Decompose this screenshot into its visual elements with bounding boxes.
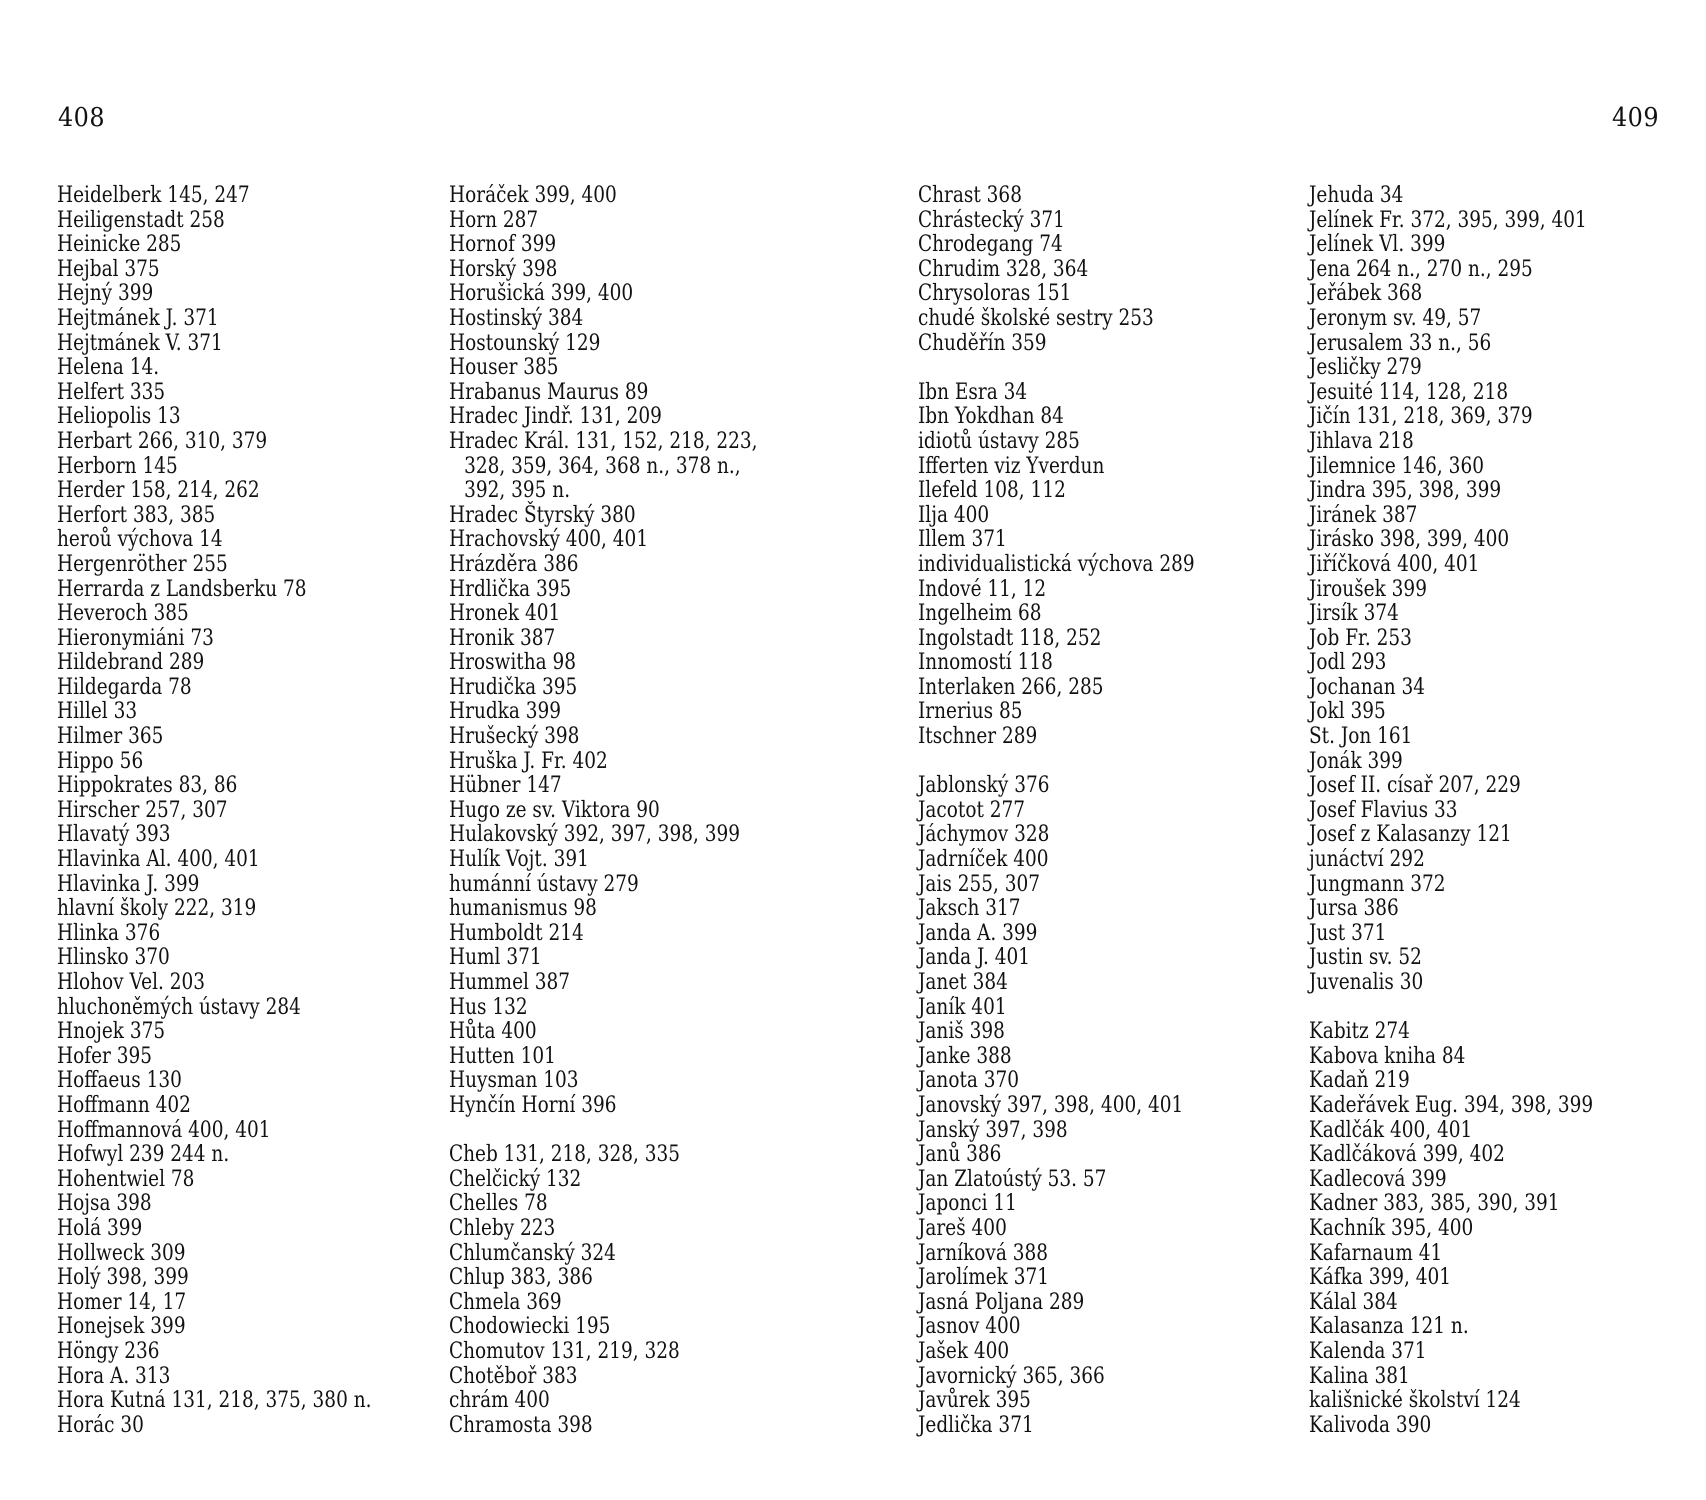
index-entry: Heveroch 385 — [57, 601, 189, 627]
index-entry: Josef Flavius 33 — [1309, 797, 1458, 823]
index-entry: Hofwyl 239 244 n. — [57, 1142, 230, 1168]
index-entry: Houser 385 — [449, 355, 559, 381]
index-entry: Jičín 131, 218, 369, 379 — [1309, 404, 1533, 430]
index-entry: Jaksch 317 — [918, 896, 1021, 922]
index-entry: Jeronym sv. 49, 57 — [1309, 305, 1482, 331]
index-entry: Chrástecký 371 — [918, 207, 1065, 233]
index-entry: Hostinský 384 — [449, 305, 584, 331]
index-entry: Holý 398, 399 — [57, 1265, 189, 1291]
index-entry: Hoffmannová 400, 401 — [57, 1117, 271, 1143]
index-entry: Jan Zlatoústý 53. 57 — [918, 1166, 1107, 1192]
index-entry: Ingolstadt 118, 252 — [918, 625, 1102, 651]
index-column-1 — [57, 184, 431, 1438]
index-entry: Jesličky 279 — [1309, 355, 1422, 381]
index-entry: Hippo 56 — [57, 748, 144, 774]
index-entry: Herder 158, 214, 262 — [57, 478, 260, 504]
index-entry: Jochanan 34 — [1309, 674, 1426, 700]
index-entry: Kadlčáková 399, 402 — [1309, 1142, 1505, 1168]
index-entry: Horác 30 — [57, 1412, 144, 1438]
index-entry: Jehuda 34 — [1309, 183, 1404, 208]
index-entry: Chrudim 328, 364 — [918, 256, 1089, 282]
index-entry: Illem 371 — [918, 527, 1007, 553]
index-entry: Javornický 365, 366 — [918, 1363, 1105, 1389]
group-spacer — [1309, 996, 1593, 1021]
index-entry: Hejtmánek J. 371 — [57, 305, 219, 331]
index-entry: Chotěboř 383 — [449, 1363, 578, 1389]
index-entry: Huml 371 — [449, 945, 542, 971]
index-entry: Hulakovský 392, 397, 398, 399 — [449, 822, 741, 848]
index-entry: Horáček 399, 400 — [449, 183, 617, 208]
index-entry: Jirsík 374 — [1309, 601, 1399, 627]
index-entry: Hradec Král. 131, 152, 218, 223, — [449, 428, 758, 454]
index-entry: Cheb 131, 218, 328, 335 — [449, 1142, 681, 1168]
index-entry: kališnické školství 124 — [1309, 1388, 1521, 1414]
index-entry: Hilmer 365 — [57, 724, 164, 750]
index-entry: Hroswitha 98 — [449, 650, 577, 676]
index-entry: Japonci 11 — [918, 1191, 1017, 1217]
index-entry: Chrodegang 74 — [918, 232, 1063, 258]
page-number-right: 409 — [1612, 103, 1660, 133]
index-entry: Kadner 383, 385, 390, 391 — [1309, 1191, 1560, 1217]
index-entry: St. Jon 161 — [1309, 724, 1413, 750]
index-entry: Jodl 293 — [1309, 650, 1387, 676]
index-entry: Herbart 266, 310, 379 — [57, 428, 268, 454]
index-entry: Homer 14, 17 — [57, 1289, 187, 1315]
index-entry: Indové 11, 12 — [918, 576, 1047, 602]
index-entry: Horn 287 — [449, 207, 539, 233]
index-entry: Chelčický 132 — [449, 1166, 582, 1192]
index-entry: Kadeřávek Eug. 394, 398, 399 — [1309, 1092, 1594, 1118]
index-entry: Heinicke 285 — [57, 232, 182, 258]
index-entry: Holá 399 — [57, 1215, 143, 1241]
index-entry: Hora Kutná 131, 218, 375, 380 n. — [57, 1388, 372, 1414]
index-entry: Justin sv. 52 — [1309, 945, 1422, 971]
index-entry: humanismus 98 — [449, 896, 597, 922]
index-entry: Jareš 400 — [918, 1215, 1007, 1241]
index-entry: Ingelheim 68 — [918, 601, 1042, 627]
index-entry: Jašek 400 — [918, 1338, 1010, 1364]
index-entry: Jablonský 376 — [918, 773, 1050, 799]
index-entry: Hrudička 395 — [449, 674, 578, 700]
index-entry: Hejbal 375 — [57, 256, 160, 282]
index-column-3 — [918, 184, 1247, 1438]
index-entry: Ibn Esra 34 — [918, 379, 1028, 405]
index-entry: Jihlava 218 — [1309, 428, 1414, 454]
index-entry: Helena 14. — [57, 355, 160, 381]
index-entry: Josef II. císař 207, 229 — [1309, 773, 1521, 799]
page-number-left: 408 — [58, 103, 106, 133]
index-entry: Jelínek Vl. 399 — [1309, 232, 1446, 258]
index-entry: Hnojek 375 — [57, 1019, 166, 1045]
index-entry: Hronek 401 — [449, 601, 561, 627]
index-entry: Horský 398 — [449, 256, 558, 282]
index-entry: Janiš 398 — [918, 1019, 1005, 1045]
index-entry: Hrázděra 386 — [449, 551, 579, 577]
index-entry: hluchoněmých ústavy 284 — [57, 994, 301, 1020]
index-entry: Hradec Štyrský 380 — [449, 502, 636, 528]
index-entry: Jasná Poljana 289 — [918, 1289, 1085, 1315]
index-entry: Hofer 395 — [57, 1043, 152, 1069]
index-entry: Kalina 381 — [1309, 1363, 1410, 1389]
index-entry: Hübner 147 — [449, 773, 562, 799]
index-entry: Kachník 395, 400 — [1309, 1215, 1474, 1241]
index-entry: Jeřábek 368 — [1309, 281, 1423, 307]
index-entry: Hradec Jindř. 131, 209 — [449, 404, 662, 430]
index-entry: Jindra 395, 398, 399 — [1309, 478, 1502, 504]
index-entry: humánní ústavy 279 — [449, 871, 639, 897]
index-entry: Hildegarda 78 — [57, 674, 192, 700]
index-entry: Hulík Vojt. 391 — [449, 847, 589, 873]
index-entry: Hejný 399 — [57, 281, 154, 307]
index-entry: Jena 264 n., 270 n., 295 — [1309, 256, 1533, 282]
index-entry: Káfka 399, 401 — [1309, 1265, 1452, 1291]
index-entry: Hůta 400 — [449, 1019, 537, 1045]
index-entry: Hildebrand 289 — [57, 650, 205, 676]
index-entry: Heliopolis 13 — [57, 404, 181, 430]
index-entry: Jasnov 400 — [918, 1314, 1021, 1340]
index-entry: Herborn 145 — [57, 453, 178, 479]
index-entry: Jirásko 398, 399, 400 — [1309, 527, 1510, 553]
index-entry: Jiroušek 399 — [1309, 576, 1427, 602]
index-entry: Jedlička 371 — [918, 1412, 1034, 1438]
index-entry: Hrudka 399 — [449, 699, 562, 725]
index-entry: Jursa 386 — [1309, 896, 1399, 922]
index-entry: Jelínek Fr. 372, 395, 399, 401 — [1309, 207, 1587, 233]
index-entry: Hoffaeus 130 — [57, 1068, 182, 1094]
index-entry: Chleby 223 — [449, 1215, 556, 1241]
index-entry: Hohentwiel 78 — [57, 1166, 195, 1192]
index-entry: 392, 395 n. — [464, 478, 571, 504]
index-entry: Hillel 33 — [57, 699, 138, 725]
index-entry: individualistická výchova 289 — [918, 551, 1195, 577]
index-entry: Kalenda 371 — [1309, 1338, 1427, 1364]
index-entry: Ifferten viz Yverdun — [918, 453, 1105, 479]
index-entry: Janet 384 — [918, 970, 1008, 995]
index-entry: Hejtmánek V. 371 — [57, 330, 223, 356]
index-entry: Huysman 103 — [449, 1068, 579, 1094]
index-entry: hlavní školy 222, 319 — [57, 896, 257, 922]
index-entry: Hergenröther 255 — [57, 551, 228, 577]
index-entry: Chomutov 131, 219, 328 — [449, 1338, 680, 1364]
index-entry: Kalasanza 121 n. — [1309, 1314, 1469, 1340]
index-entry: Jungmann 372 — [1309, 871, 1446, 897]
index-entry: chrám 400 — [449, 1388, 550, 1414]
index-entry: Heiligenstadt 258 — [57, 207, 225, 233]
index-entry: Hornof 399 — [449, 232, 557, 258]
index-entry: Janů 386 — [918, 1142, 1002, 1168]
index-entry: Chrysoloras 151 — [918, 281, 1072, 307]
index-entry: Innomostí 118 — [918, 650, 1053, 676]
index-entry: Jiránek 387 — [1309, 502, 1418, 528]
index-entry: junáctví 292 — [1309, 847, 1425, 873]
group-spacer — [449, 1119, 757, 1144]
index-entry: Ilefeld 108, 112 — [918, 478, 1066, 504]
index-entry: Jilemnice 146, 360 — [1309, 453, 1484, 479]
index-entry: Jadrníček 400 — [918, 847, 1049, 873]
index-entry: Hlavatý 393 — [57, 822, 171, 848]
index-entry: Juvenalis 30 — [1309, 970, 1424, 995]
index-entry: Kadlecová 399 — [1309, 1166, 1447, 1192]
index-entry: Kálal 384 — [1309, 1289, 1398, 1315]
index-entry: Chramosta 398 — [449, 1412, 593, 1438]
index-entry: Höngy 236 — [57, 1338, 160, 1364]
index-entry: Hrdlička 395 — [449, 576, 572, 602]
index-entry: Chodowiecki 195 — [449, 1314, 611, 1340]
index-entry: Horušická 399, 400 — [449, 281, 634, 307]
index-entry: Hojsa 398 — [57, 1191, 152, 1217]
index-entry: Chlumčanský 324 — [449, 1240, 616, 1266]
index-entry: Hlinka 376 — [57, 920, 161, 946]
index-entry: Hostounský 129 — [449, 330, 601, 356]
index-entry: Heidelberk 145, 247 — [57, 183, 250, 208]
index-entry: Josef z Kalasanzy 121 — [1309, 822, 1512, 848]
index-entry: Jarníková 388 — [918, 1240, 1049, 1266]
index-entry: Kabova kniha 84 — [1309, 1043, 1466, 1069]
index-entry: Hlavinka Al. 400, 401 — [57, 847, 260, 873]
index-entry: Just 371 — [1309, 920, 1387, 946]
index-entry: Hora A. 313 — [57, 1363, 171, 1389]
index-entry: Kafarnaum 41 — [1309, 1240, 1443, 1266]
index-entry: Jiříčková 400, 401 — [1309, 551, 1480, 577]
index-entry: Hummel 387 — [449, 970, 571, 995]
index-entry: Interlaken 266, 285 — [918, 674, 1104, 700]
index-entry: Job Fr. 253 — [1309, 625, 1412, 651]
index-entry: Jais 255, 307 — [918, 871, 1040, 897]
index-entry: Jonák 399 — [1309, 748, 1403, 774]
index-entry: Chmela 369 — [449, 1289, 562, 1315]
index-entry: Janke 388 — [918, 1043, 1012, 1069]
index-entry: Jarolímek 371 — [918, 1265, 1050, 1291]
index-entry: chudé školské sestry 253 — [918, 305, 1154, 331]
index-entry: Kabitz 274 — [1309, 1019, 1410, 1045]
index-entry: Ilja 400 — [918, 502, 990, 528]
index-entry: Hollweck 309 — [57, 1240, 186, 1266]
index-entry: Hynčín Horní 396 — [449, 1092, 617, 1118]
index-entry: Helfert 335 — [57, 379, 166, 405]
index-entry: Hlinsko 370 — [57, 945, 170, 971]
index-entry: Hieronymiáni 73 — [57, 625, 214, 651]
index-entry: Hrachovský 400, 401 — [449, 527, 649, 553]
index-entry: Herrarda z Landsberku 78 — [57, 576, 307, 602]
index-entry: Honejsek 399 — [57, 1314, 186, 1340]
index-entry: Hugo ze sv. Viktora 90 — [449, 797, 660, 823]
index-entry: Kalivoda 390 — [1309, 1412, 1432, 1438]
index-column-4 — [1309, 184, 1647, 1438]
index-entry: Janota 370 — [918, 1068, 1020, 1094]
index-entry: Jacotot 277 — [918, 797, 1026, 823]
index-entry: Janda J. 401 — [918, 945, 1031, 971]
index-entry: Herfort 383, 385 — [57, 502, 216, 528]
index-entry: Kadaň 219 — [1309, 1068, 1410, 1094]
index-entry: Hirscher 257, 307 — [57, 797, 228, 823]
index-entry: Hronik 387 — [449, 625, 556, 651]
index-entry: idiotů ústavy 285 — [918, 428, 1080, 454]
index-entry: Janda A. 399 — [918, 920, 1038, 946]
index-entry: Hrušecký 398 — [449, 724, 580, 750]
index-entry: Chlup 383, 386 — [449, 1265, 593, 1291]
index-entry: Janík 401 — [918, 994, 1007, 1020]
index-entry: Itschner 289 — [918, 724, 1038, 750]
index-entry: Chuděřín 359 — [918, 330, 1047, 356]
index-entry: Ibn Yokdhan 84 — [918, 404, 1064, 430]
index-entry: Hlavinka J. 399 — [57, 871, 200, 897]
group-spacer — [918, 750, 1195, 775]
index-entry: Hlohov Vel. 203 — [57, 970, 206, 995]
index-entry: Janský 397, 398 — [918, 1117, 1068, 1143]
index-entry: Javůrek 395 — [918, 1388, 1031, 1414]
index-entry: Jáchymov 328 — [918, 822, 1050, 848]
index-entry: Janovský 397, 398, 400, 401 — [918, 1092, 1184, 1118]
group-spacer — [918, 356, 1195, 381]
index-entry: Hoffmann 402 — [57, 1092, 191, 1118]
index-entry: Jerusalem 33 n., 56 — [1309, 330, 1492, 356]
index-entry: Kadlčák 400, 401 — [1309, 1117, 1473, 1143]
index-entry: Jokl 395 — [1309, 699, 1386, 725]
index-entry: Hutten 101 — [449, 1043, 556, 1069]
index-entry: 328, 359, 364, 368 n., 378 n., — [464, 453, 741, 479]
index-entry: Hruška J. Fr. 402 — [449, 748, 608, 774]
index-entry: heroů výchova 14 — [57, 527, 223, 553]
index-entry: Hrabanus Maurus 89 — [449, 379, 649, 405]
index-column-2 — [449, 184, 816, 1438]
index-entry: Chelles 78 — [449, 1191, 548, 1217]
index-entry: Irnerius 85 — [918, 699, 1023, 725]
index-entry: Jesuité 114, 128, 218 — [1309, 379, 1509, 405]
index-entry: Humboldt 214 — [449, 920, 584, 946]
index-entry: Chrast 368 — [918, 183, 1022, 208]
index-entry: Hippokrates 83, 86 — [57, 773, 238, 799]
index-entry: Hus 132 — [449, 994, 528, 1020]
